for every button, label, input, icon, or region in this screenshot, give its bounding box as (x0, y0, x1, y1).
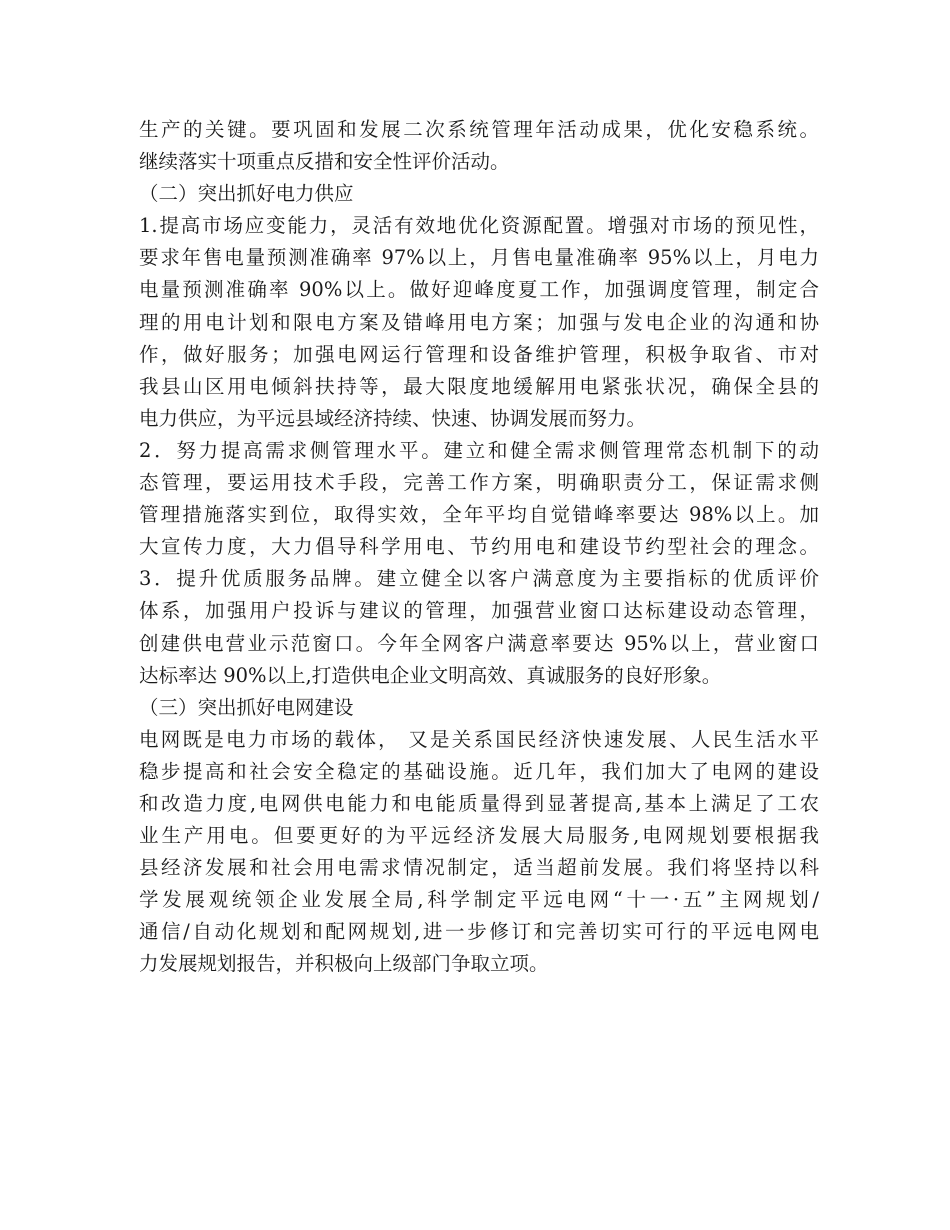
text-line: 县经济发展和社会用电需求情况制定，适当超前发展。我们将坚持以科 (139, 856, 819, 880)
text-line: 电量预测准确率 90%以上。做好迎峰度夏工作，加强调度管理，制定合 (139, 278, 819, 302)
text-line: 力发展规划报告，并积极向上级部门争取立项。 (139, 952, 549, 976)
text-line: 我县山区用电倾斜扶持等，最大限度地缓解用电紧张状况，确保全县的 (139, 374, 819, 398)
text-line: 作，做好服务；加强电网运行管理和设备维护管理，积极争取省、市对 (139, 342, 819, 366)
text-line: 3．提升优质服务品牌。建立健全以客户满意度为主要指标的优质评价 (139, 567, 819, 591)
text-line: 通信/自动化规划和配网规划,进一步修订和完善切实可行的平远电网电 (139, 920, 819, 944)
text-line: 要求年售电量预测准确率 97%以上，月售电量准确率 95%以上，月电力 (139, 246, 819, 270)
text-line: 生产的关键。要巩固和发展二次系统管理年活动成果，优化安稳系统。 (139, 118, 819, 141)
section-heading: （二）突出抓好电力供应 (139, 182, 354, 206)
text-line: 创建供电营业示范窗口。今年全网客户满意率要达 95%以上，营业窗口 (139, 631, 819, 655)
text-line: 和改造力度,电网供电能力和电能质量得到显著提高,基本上满足了工农 (139, 791, 819, 815)
text-line: 业生产用电。但要更好的为平远经济发展大局服务,电网规划要根据我 (139, 824, 819, 848)
text-line: 学发展观统领企业发展全局,科学制定平远电网“十一·五”主网规划/ (139, 888, 819, 912)
text-line: 达标率达 90%以上,打造供电企业文明高效、真诚服务的良好形象。 (139, 663, 722, 687)
text-line: 稳步提高和社会安全稳定的基础设施。近几年，我们加大了电网的建设 (139, 759, 819, 783)
section-heading: （三）突出抓好电网建设 (139, 695, 354, 719)
text-line: 2．努力提高需求侧管理水平。建立和健全需求侧管理常态机制下的动 (139, 438, 819, 462)
text-line: 体系，加强用户投诉与建议的管理，加强营业窗口达标建设动态管理， (139, 599, 819, 623)
text-line: 继续落实十项重点反措和安全性评价活动。 (139, 150, 510, 174)
text-line: 大宣传力度，大力倡导科学用电、节约用电和建设节约型社会的理念。 (139, 535, 819, 559)
text-line: 电力供应，为平远县域经济持续、快速、协调发展而努力。 (139, 406, 647, 430)
text-line: 1.提高市场应变能力，灵活有效地优化资源配置。增强对市场的预见性， (139, 214, 819, 238)
text-line: 态管理，要运用技术手段，完善工作方案，明确职责分工，保证需求侧 (139, 471, 819, 495)
text-line: 电网既是电力市场的载体， 又是关系国民经济快速发展、人民生活水平 (139, 727, 819, 751)
document-body (139, 114, 819, 981)
text-line: 理的用电计划和限电方案及错峰用电方案；加强与发电企业的沟通和协 (139, 310, 819, 334)
text-line: 管理措施落实到位，取得实效，全年平均自觉错峰率要达 98%以上。加 (139, 503, 819, 527)
